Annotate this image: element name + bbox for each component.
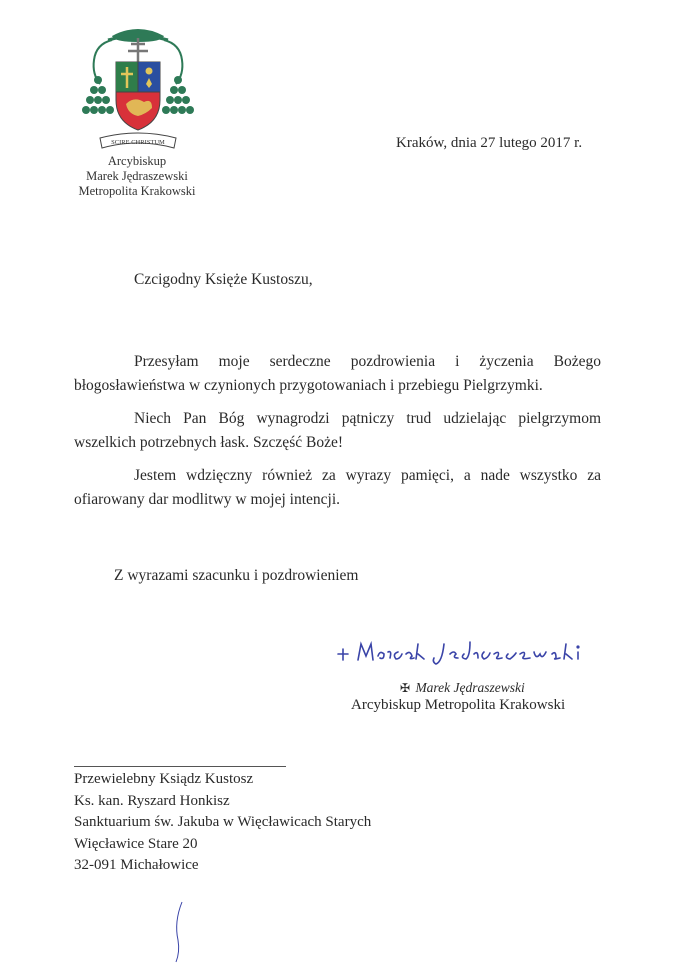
body-paragraph: Jestem wdzięczny również za wyrazy pamięci, a nade wszystko za ofiarowany dar modlitwy w mojej intencji. [74, 467, 601, 508]
body-paragraph: Niech Pan Bóg wynagrodzi pątniczy trud udzielając pielgrzymom wszelkich potrzebnych łask. Szczęść Boże! [74, 410, 601, 451]
letter-date: Kraków, dnia 27 lutego 2017 r. [396, 135, 583, 151]
issuer-block [62, 154, 212, 199]
handwritten-signature-icon [334, 632, 604, 672]
motto-text: SCIRE CHRISTUM [111, 139, 165, 146]
issuer-line: Metropolita Krakowski [78, 184, 196, 198]
issuer-line: Arcybiskup [107, 154, 167, 168]
letter-body [74, 350, 601, 521]
address-line: 32-091 Michałowice [74, 857, 199, 873]
address-line: Ks. kan. Ryszard Honkisz [74, 792, 230, 809]
address-line: Więcławice Stare 20 [74, 835, 198, 852]
cross-icon: ✠ [400, 681, 411, 695]
signatory-title: Arcybiskup Metropolita Krakowski [351, 697, 566, 713]
recipient-address [74, 769, 371, 877]
issuer-line: Marek Jędraszewski [86, 169, 188, 183]
signatory-name [400, 680, 525, 696]
divider [74, 766, 286, 767]
coat-of-arms-icon [78, 18, 198, 158]
address-line: Przewielebny Ksiądz Kustosz [74, 771, 254, 787]
address-line: Sanktuarium św. Jakuba w Więcławicach Starych [74, 814, 372, 830]
pen-mark-icon [170, 900, 190, 964]
signatory-name-text: Marek Jędraszewski [415, 680, 525, 695]
salutation: Czcigodny Księże Kustoszu, [134, 271, 313, 288]
closing-line: Z wyrazami szacunku i pozdrowieniem [114, 567, 359, 584]
body-paragraph: Przesyłam moje serdeczne pozdrowienia i życzenia Bożego błogosławieństwa w czynionych przygotowaniach i przebiegu Pielgrzymki. [74, 353, 601, 394]
